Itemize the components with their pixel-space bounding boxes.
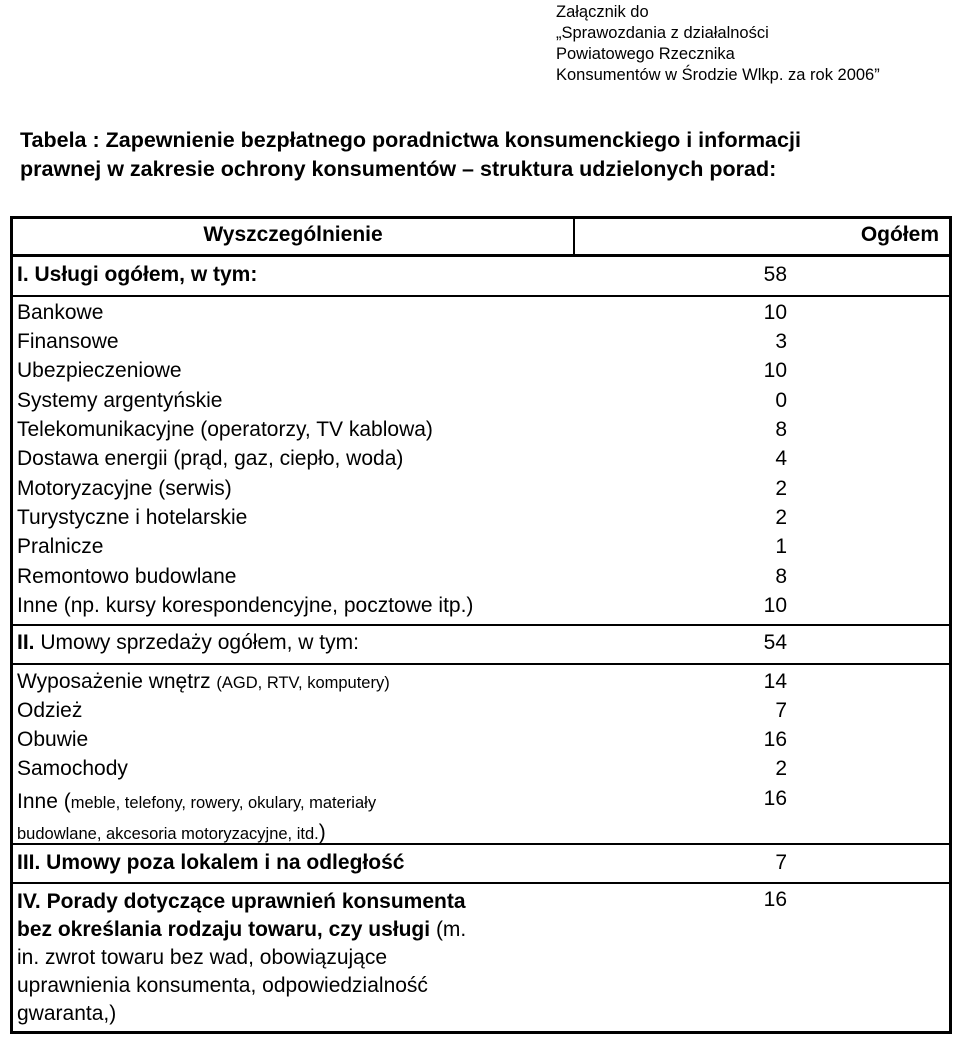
row-label: Telekomunikacyjne (operatorzy, TV kablowa) xyxy=(17,418,433,441)
section-label-line-1: IV. Porady dotyczące uprawnień konsumenta xyxy=(17,890,466,913)
row-label: Pralnicze xyxy=(17,535,104,558)
section-label: III. Umowy poza lokalem i na odległość xyxy=(17,851,405,874)
row-value: 4 xyxy=(775,447,787,470)
row-label: Dostawa energii (prąd, gaz, ciepło, woda) xyxy=(17,447,404,470)
section-total: 54 xyxy=(763,631,787,654)
annex-line-1: Załącznik do xyxy=(556,3,649,21)
table-row-other-sales xyxy=(17,787,949,847)
row-label-note-1: meble, telefony, rowery, okulary, materiały xyxy=(70,794,377,812)
annex-line-2: „Sprawozdania z działalności xyxy=(556,24,769,42)
section-roman-numeral: II. xyxy=(17,631,35,654)
row-label xyxy=(17,670,390,694)
section-total: 16 xyxy=(763,888,787,911)
annex-line-4: Konsumentów w Środzie Wlkp. za rok 2006” xyxy=(556,66,880,84)
section-label: I. Usługi ogółem, w tym: xyxy=(17,263,258,286)
row-label: Systemy argentyńskie xyxy=(17,389,223,412)
row-label: Odzież xyxy=(17,699,83,722)
table-title-line-2: prawnej w zakresie ochrony konsumentów – struktura udzielonych porad: xyxy=(20,157,777,181)
section-label-text: Umowy sprzedaży ogółem, w tym: xyxy=(34,631,359,654)
advice-table xyxy=(10,216,952,1034)
section-total: 58 xyxy=(763,263,787,286)
section-label xyxy=(17,888,466,1028)
row-value: 2 xyxy=(775,757,787,780)
row-label: Inne (np. kursy korespondencyjne, pocztowe itp.) xyxy=(17,594,474,617)
row-label: Samochody xyxy=(17,757,128,780)
row-value: 8 xyxy=(775,565,787,588)
section-label-line-2-rest: (m. xyxy=(430,918,467,941)
row-value: 1 xyxy=(775,535,787,558)
row-value: 0 xyxy=(775,389,787,412)
row-label: Ubezpieczeniowe xyxy=(17,359,182,382)
table-title-line-1: Tabela : Zapewnienie bezpłatnego poradnictwa konsumenckiego i informacji xyxy=(20,128,801,152)
row-value: 10 xyxy=(763,594,787,617)
row-label: Bankowe xyxy=(17,301,104,324)
row-label: Obuwie xyxy=(17,728,89,751)
row-value: 10 xyxy=(763,301,787,324)
row-divider xyxy=(13,624,949,626)
row-divider xyxy=(13,295,949,297)
row-label-main: Wyposażenie wnętrz xyxy=(17,670,211,693)
section-total: 7 xyxy=(775,851,787,874)
row-label: Turystyczne i hotelarskie xyxy=(17,506,248,529)
row-value: 7 xyxy=(775,699,787,722)
row-label: Finansowe xyxy=(17,330,119,353)
row-label xyxy=(17,787,376,849)
section-label xyxy=(17,631,359,655)
section-label-line-2: bez określania rodzaju towaru, czy usługi xyxy=(17,918,431,941)
row-label-note: (AGD, RTV, komputery) xyxy=(216,674,390,692)
row-divider xyxy=(13,663,949,665)
row-label: Motoryzacyjne (serwis) xyxy=(17,477,232,500)
row-value: 8 xyxy=(775,418,787,441)
row-label-end: ) xyxy=(318,821,326,844)
table-header xyxy=(13,219,949,257)
row-value: 14 xyxy=(763,670,787,693)
row-value: 16 xyxy=(763,787,787,810)
row-value: 2 xyxy=(775,506,787,529)
header-specification: Wyszczególnienie xyxy=(203,223,383,246)
row-divider xyxy=(13,882,949,884)
row-divider xyxy=(13,843,949,845)
section-label-line-4: uprawnienia konsumenta, odpowiedzialność xyxy=(17,974,428,997)
section-label-line-3: in. zwrot towaru bez wad, obowiązujące xyxy=(17,946,388,969)
row-value: 3 xyxy=(775,330,787,353)
header-total: Ogółem xyxy=(860,223,939,246)
row-label-note-2: budowlane, akcesoria motoryzacyjne, itd. xyxy=(17,825,319,843)
row-value: 16 xyxy=(763,728,787,751)
table-title xyxy=(20,126,950,184)
section-label-line-5: gwaranta,) xyxy=(17,1002,117,1025)
row-value: 2 xyxy=(775,477,787,500)
annex-note xyxy=(556,2,880,86)
row-label: Remontowo budowlane xyxy=(17,565,237,588)
section-rights-advice-row xyxy=(17,888,949,1028)
annex-line-3: Powiatowego Rzecznika xyxy=(556,45,735,63)
row-label-start: Inne ( xyxy=(17,790,71,813)
row-value: 10 xyxy=(763,359,787,382)
